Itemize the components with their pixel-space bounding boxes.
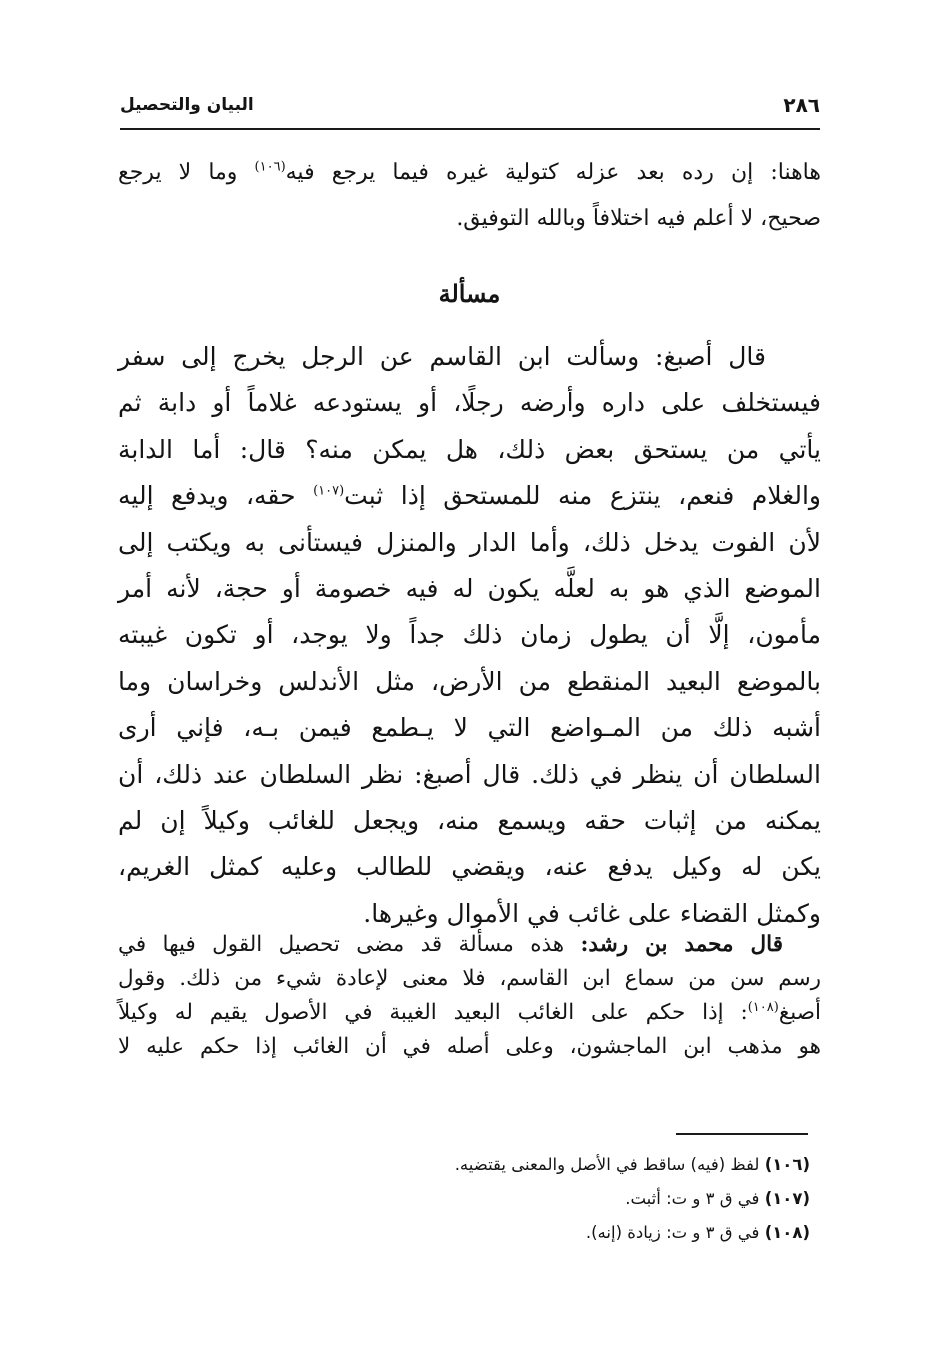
footnote-ref: (١٠٨): [747, 999, 779, 1015]
text-line: يكن له وكيل يدفع عنه، ويقضي للطالب وعليه كمثل الغريم،: [118, 852, 821, 882]
footnote-ref: (١٠٦): [254, 159, 286, 175]
text-line: رسم سن من سماع ابن القاسم، فلا معنى لإعادة شيء من ذلك. وقول: [118, 966, 821, 991]
text-line: وكمثل القضاء على غائب في الأموال وغيرها.: [363, 898, 821, 928]
text-line: لأن الفوت يدخل ذلك، وأما الدار والمنزل فيستأنى به ويكتب إلى: [118, 527, 821, 557]
footnote-item: [300, 1182, 810, 1216]
footnote-item: [300, 1148, 810, 1182]
text-line: قال محمد بن رشد: هذه مسألة قد مضى تحصيل القول فيها في: [118, 932, 783, 957]
text-line: أصبغ$^{(١٠٨)}$: إذا حكم على الغائب البعيد الغيبة في الأصول يقيم له وكيلاً: [118, 999, 821, 1025]
footnote-number: (١٠٦): [764, 1155, 810, 1174]
paragraph-commentary: [118, 928, 821, 1064]
text-line: هاهنا: إن رده بعد عزله كتولية غيره فيما يرجع فيه$^{(١٠٦)}$ وما لا يرجع: [118, 159, 821, 185]
footnote-text: في ق ٣ و ت: زيادة (إنه).: [585, 1223, 765, 1242]
footnote-divider: [676, 1133, 808, 1135]
footnote-item: [300, 1216, 810, 1250]
text-line: يأتي من يستحق بعض ذلك، هل يمكن منه؟ قال: أما الدابة: [118, 434, 821, 464]
paragraph-question: [118, 334, 821, 937]
text-line: صحيح، لا أعلم فيه اختلافاً وبالله التوفيق.: [456, 206, 821, 231]
paragraph-continuation: [118, 150, 821, 242]
page-header: [120, 93, 820, 123]
text-line: الموضع الذي هو به لعلَّه يكون له فيه خصومة أو حجة، لأنه أمر: [118, 574, 821, 604]
text-line: أشبه ذلك من المـواضع التي لا يـطمع فيمن بـه، فإني أرى: [118, 713, 821, 743]
text-line: مأمون، إلَّا أن يطول زمان ذلك جداً ولا يوجد، أو تكون غيبته: [118, 620, 821, 650]
footnote-text: في ق ٣ و ت: أثبت.: [625, 1189, 765, 1208]
footnote-text: لفظ (فيه) ساقط في الأصل والمعنى يقتضيه.: [454, 1155, 765, 1174]
footnotes: [300, 1148, 810, 1250]
footnote-number: (١٠٨): [764, 1223, 810, 1242]
section-heading: مسألة: [438, 279, 501, 308]
text-line: قال أصبغ: وسألت ابن القاسم عن الرجل يخرج إلى سفر: [118, 342, 766, 371]
speaker-label: قال محمد بن رشد:: [580, 932, 783, 957]
text-line: فيستخلف على داره وأرضه رجلًا، أو يستودعه غلاماً أو دابة ثم: [118, 388, 821, 418]
book-title: البيان والتحصيل: [120, 95, 254, 115]
text-line: والغلام فنعم، ينتزع منه للمستحق إذا ثبت$^{(١٠٧)}$ حقه، ويدفع إليه: [118, 481, 821, 511]
text-line: بالموضع البعيد المنقطع من الأرض، مثل الأندلس وخراسان وما: [118, 666, 821, 696]
text-line: يمكنه من إثبات حقه ويسمع منه، ويجعل للغائب وكيلاً إن لم: [118, 806, 821, 836]
footnote-number: (١٠٧): [764, 1189, 810, 1208]
text-line: السلطان أن ينظر في ذلك. قال أصبغ: نظر السلطان عند ذلك، أن: [118, 759, 821, 789]
header-divider: [120, 128, 820, 130]
footnote-ref: (١٠٧): [313, 483, 345, 499]
page-number: ٢٨٦: [783, 93, 820, 117]
text-line: هو مذهب ابن الماجشون، وعلى أصله في أن الغائب إذا حكم عليه لا: [118, 1034, 821, 1059]
